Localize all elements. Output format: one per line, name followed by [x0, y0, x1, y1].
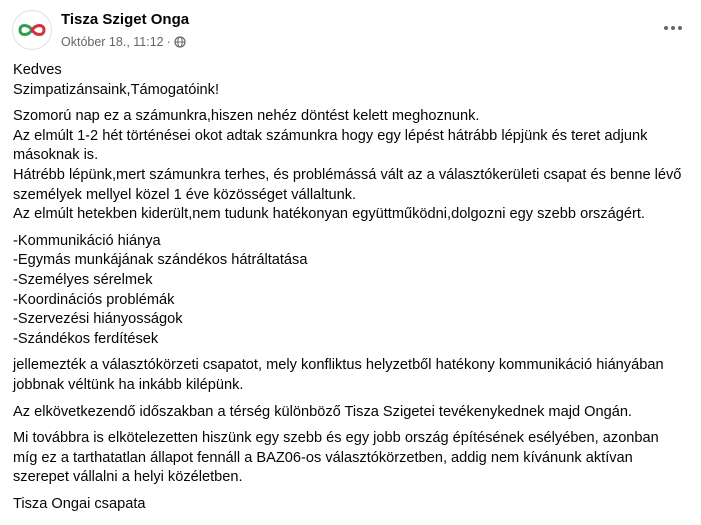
- avatar[interactable]: [12, 10, 52, 50]
- text-line: jobbnak véltünk ha inkább kilépünk.: [13, 376, 244, 393]
- issues-list: [13, 232, 693, 350]
- greeting-line: Kedves: [13, 62, 62, 78]
- text-line: jellemezték a választókörzeti csapatot, mely konfliktus helyzetből hatékony kommunikáció hiányában: [13, 357, 664, 374]
- conclusion-paragraph: [13, 356, 693, 395]
- text-line: másoknak is.: [13, 147, 99, 164]
- text-line: Az elkövetkezendő időszakban a térség különböző Tisza Szigetei tevékenykednek majd Ongán.: [13, 403, 632, 420]
- future-paragraph: [13, 403, 693, 423]
- post-timestamp[interactable]: Október 18., 11:12: [61, 35, 164, 49]
- page-name-link[interactable]: Tisza Sziget Onga: [61, 11, 190, 28]
- globe-icon: [174, 36, 186, 48]
- text-line: Az elmúlt 1-2 hét történései okot adtak számunkra hogy egy lépést hátrább lépjünk és teret adjunk: [13, 127, 648, 144]
- text-line: személyek mellyel közel 1 éve közösséget vállaltunk.: [13, 186, 357, 203]
- tisza-logo-icon: [17, 21, 47, 39]
- list-item: -Egymás munkájának szándékos hátráltatása: [13, 252, 308, 269]
- text-line: Szomorú nap ez a számunkra,hiszen nehéz döntést kelett meghoznunk.: [13, 108, 480, 125]
- more-options-button[interactable]: [659, 14, 687, 42]
- post-message: [13, 61, 693, 521]
- signature-paragraph: [13, 495, 693, 515]
- list-item: -Koordinációs problémák: [13, 291, 175, 308]
- list-item: -Személyes sérelmek: [13, 271, 153, 288]
- greeting-line: Szimpatizánsaink,Támogatóink!: [13, 81, 220, 98]
- greeting-paragraph: [13, 61, 693, 100]
- belief-paragraph: [13, 429, 693, 488]
- text-line: szerepet vállalni a helyi közéletben.: [13, 469, 243, 486]
- post-header: [0, 0, 701, 60]
- meta-separator: ·: [166, 35, 171, 49]
- text-line: Az elmúlt hetekben kiderült,nem tudunk hatékonyan együttműködni,dolgozni egy szebb országért.: [13, 206, 645, 223]
- more-options-icon: [664, 26, 668, 30]
- list-item: -Szándékos ferdítések: [13, 330, 159, 347]
- signature: Tisza Ongai csapata: [13, 495, 146, 512]
- text-line: míg ez a tarthatatlan állapot fennáll a BAZ06-os választókörzetben, addig nem kívánunk aktívan: [13, 449, 633, 466]
- text-line: Hátrébb lépünk,mert számunkra terhes, és problémássá vált az a választókerületi csapat és benne lévő: [13, 166, 682, 183]
- main-paragraph: [13, 107, 693, 225]
- post-meta: [61, 34, 186, 50]
- list-item: -Szervezési hiányosságok: [13, 311, 183, 328]
- list-item: -Kommunikáció hiánya: [13, 232, 161, 249]
- text-line: Mi továbbra is elkötelezetten hiszünk egy szebb és egy jobb ország építésének esélyében, azonban: [13, 430, 659, 447]
